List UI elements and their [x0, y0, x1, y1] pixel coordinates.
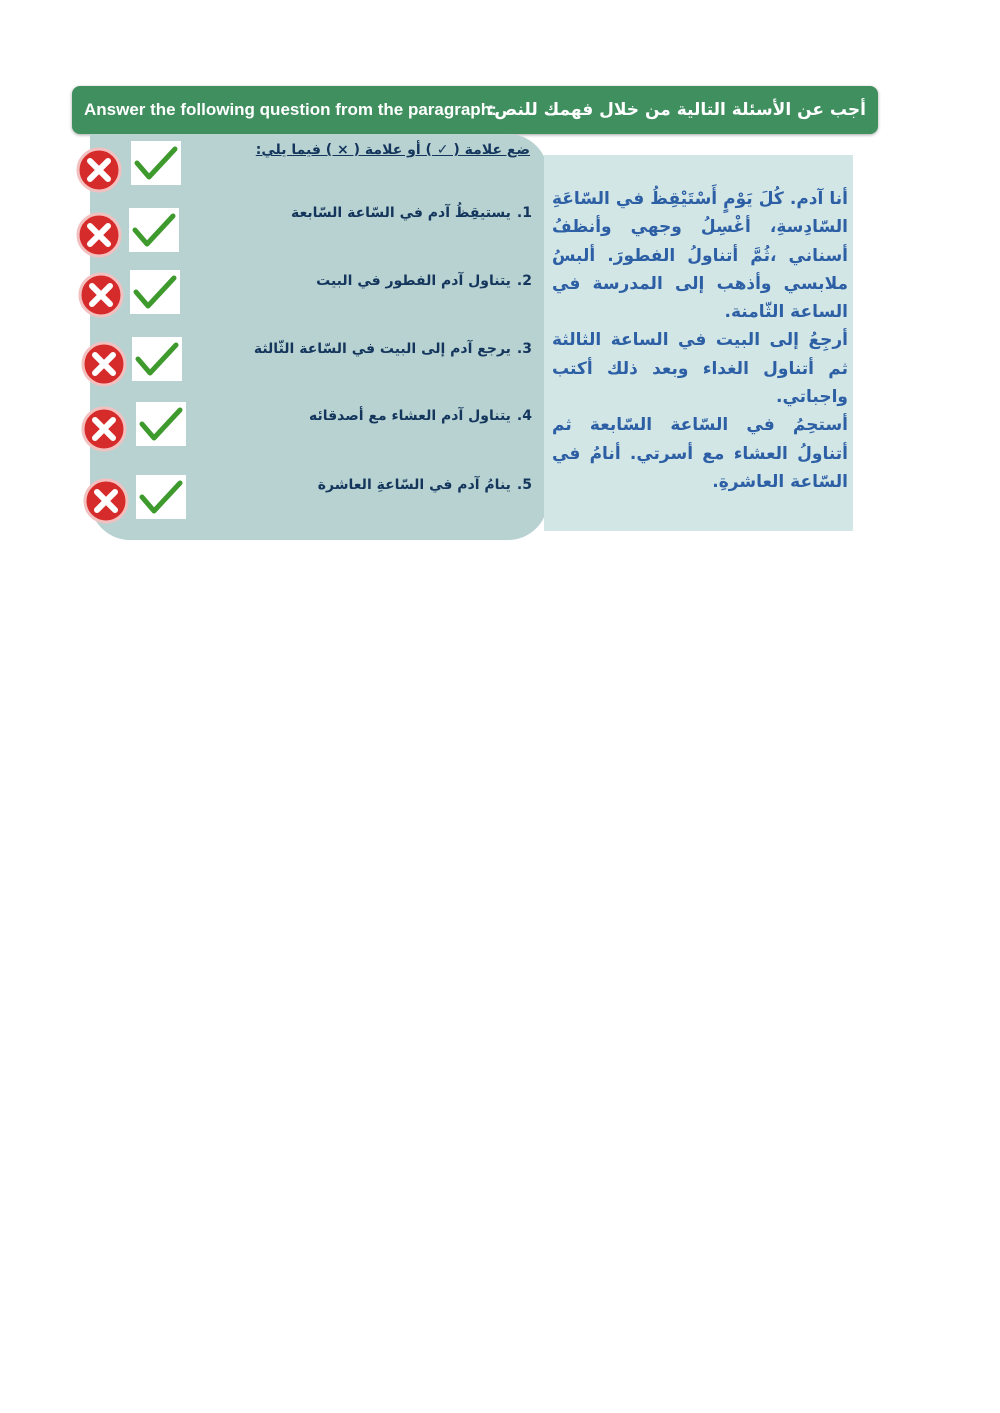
- question-text: يرجع آدم إلى البيت في السّاعة الثّالثة: [253, 341, 511, 357]
- question-4: [309, 408, 532, 424]
- header-banner: [72, 86, 878, 134]
- question-number: 3.: [516, 341, 532, 357]
- question-number: 1.: [516, 205, 532, 221]
- check-icon[interactable]: [136, 475, 186, 519]
- question-5: [318, 477, 532, 493]
- passage-paragraph-3: أستحِمُ في السّاعة السّابعة ثم أتناولُ العشاء مع أسرتي. أنامُ في السّاعة العاشرةِ.: [552, 415, 848, 492]
- reading-passage: [544, 155, 853, 531]
- header-title-en: Answer the following question from the paragraph:: [84, 100, 497, 119]
- cross-icon[interactable]: [80, 340, 128, 388]
- question-1: [291, 205, 532, 221]
- check-icon[interactable]: [131, 141, 181, 185]
- cross-icon[interactable]: [75, 211, 123, 259]
- instruction-text: ضع علامة ( ✓ ) أو علامة ( × ) فيما يلي:: [255, 142, 530, 158]
- cross-icon[interactable]: [80, 405, 128, 453]
- passage-paragraph-1: أنا آدم. كُلَ يَوْمٍ أَسْتَيْقِظُ في السّاعَةِ السّادِسةِ، أغْسِلُ وجهي وأنظفُ أسناني ،ثُمَّ أتناولُ الفطورَ. ألبسُ ملابسي وأذهب إلى المدرسة في الساعة الثّامنة.: [552, 189, 848, 323]
- cross-icon[interactable]: [82, 477, 130, 525]
- question-3: [254, 341, 532, 357]
- question-2: [316, 273, 532, 289]
- passage-paragraph-2: أرجِعُ إلى البيت في الساعة الثالثة ثم أتناول الغداء وبعد ذلك أكتب واجباتي.: [552, 330, 848, 408]
- header-title-ar: أجب عن الأسئلة التالية من خلال فهمك للنص:: [487, 100, 866, 120]
- check-icon[interactable]: [130, 270, 180, 314]
- question-text: يستيقِظُ آدم في السّاعة السّابعة: [291, 205, 511, 221]
- check-icon[interactable]: [136, 402, 186, 446]
- cross-icon[interactable]: [77, 271, 125, 319]
- check-icon[interactable]: [132, 337, 182, 381]
- question-number: 4.: [516, 408, 532, 424]
- question-text: ينامُ آدم في السّاعةِ العاشرة: [317, 477, 511, 493]
- question-text: يتناول آدم العشاء مع أصدقائه: [308, 408, 511, 424]
- question-number: 5.: [516, 477, 532, 493]
- cross-icon[interactable]: [75, 146, 123, 194]
- check-icon[interactable]: [129, 208, 179, 252]
- question-number: 2.: [516, 273, 532, 289]
- question-text: يتناول آدم الفطور في البيت: [316, 273, 511, 289]
